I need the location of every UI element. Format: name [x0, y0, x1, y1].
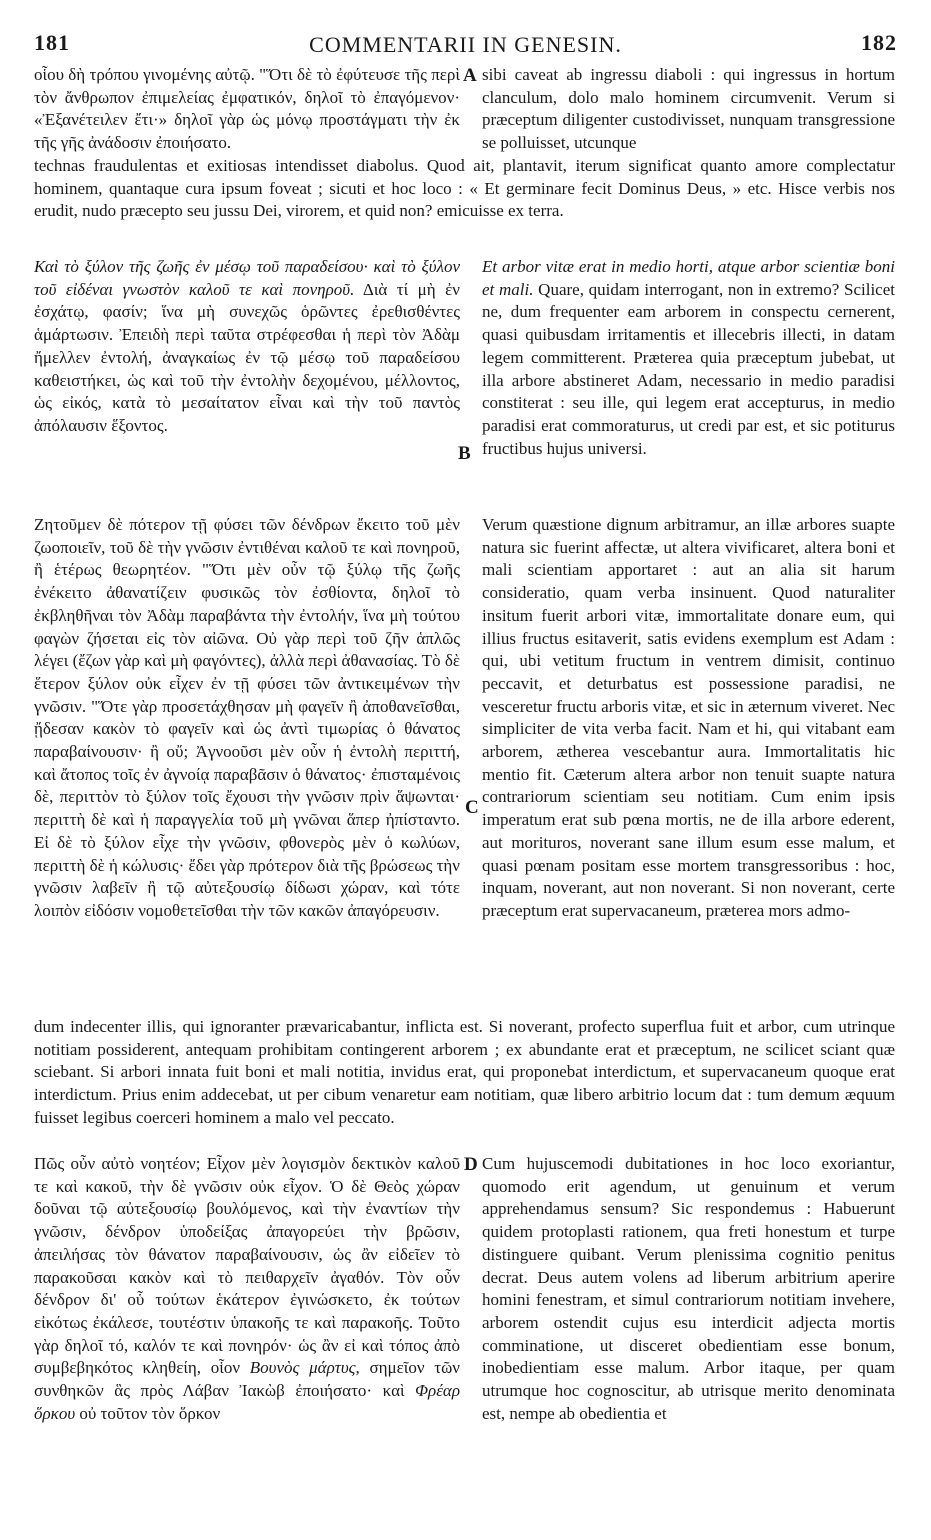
greek-text-4a: Πῶς οὖν αὐτὸ νοητέον; Εἶχον μὲν λογισμὸν δεκτικὸν καλοῦ τε καὶ κακοῦ, τὴν δὲ γνῶσιν οὐκ εἶχον. Ὁ δὲ Θεὸς χώραν δοῦναι τῷ αὐτεξουσίῳ βουλόμενος, καὶ τὴν ἐναντίων τὴν γνῶσιν, δένδρον ὑποδείξας ἀπαγορεύει τὴν βρῶσιν, ἀπειλήσας τὸν θάνατον παραβαίνουσιν, ὡς ἂν εἰδεῖεν τὸ παρακοῦσαι κακὸν καὶ τὸ πειθαρχεῖν ἀγαθόν. Τὸν οὖν δένδρον δι' οὗ τούτων ἑκάτερον ἐγινώσκετο, ἐκ τούτων εἰκότως ἐκάλεσε, τουτέστιν ὑπακοῆς τε καὶ παρακοῆς. Τοῦτο γὰρ δηλοῖ τό, καλόν τε καὶ πονηρόν· ὡς ἂν εἰ καὶ τόπος ἀπὸ συμβεβηκότος κληθείη, οἷον [34, 1154, 460, 1378]
latin-paragraph-2 [482, 256, 895, 460]
latin-paragraph-3: Verum quæstione dignum arbitramur, an illæ arbores suapte natura sic fuerint affectæ, ut altera vivificaret, altera boni et mali scientiam apportaret : aut an alia sit harum consideratio, quam verba insinuent. Quod naturaliter insitum fuerit arbori vitæ, immortalitate donare eum, qui illius fructus esitaverit, satis evidens exemplum est Adam : qui, ubi vetitum fructum in ventrem dimisit, continuo peccavit, et deturbatus est possessione paradisi, ne vesceretur fructu arboris vitæ, et sic in æternum viveret. Nec simpliciter de vita verba facit. Nam et hi, qui vitabant eam arborem, ætherea vescebantur aura. Immortalitatis hic mentio fit. Cæterum altera arbor non tenuit suapte natura contrariorum scientiam seu notitiam. Cum enim ipsis imperatum erat sub pœna mortis, ne de illa arbore ederent, aut morituros, noverant sane illum esum esse malum, et quasi pœnam positam esse mortem transgressoribus : hoc, inquam, noverant, aut non noverant. Si non noverant, certe præceptum erat supervacaneum, præterea mors admo- [482, 515, 895, 920]
greek-paragraph-1: οἷου δὴ τρόπου γινομένης αὐτῷ. "Ὅτι δὲ τὸ ἐφύτευσε τῆς περὶ τὸν ἄνθρωπον ἐπιμελείας ἐμφατικόν, δηλοῖ τὸ ἐπαγόμενον· «Ἐξανέτειλεν ἔτι·» δηλοῖ γὰρ ὡς μόνῳ προστάγματι τὴν ἐκ τῆς γῆς ἀνάδοσιν ἐποιήσατο. [34, 65, 460, 153]
running-title: COMMENTARII IN GENESIN. [309, 32, 622, 57]
greek-text-4b: , σημεῖον τῶν συνθηκῶν ἃς πρὸς Λάβαν Ἰακὼβ ἐποιήσατο· καὶ [34, 1358, 460, 1401]
greek-place-name-1: Βουνὸς μάρτυς [249, 1358, 356, 1378]
latin-commentary-2: Quare, quidam interrogant, non in extremo? Scilicet ne, dum frequenter eam arborem in conspectu cernerent, quasi quibusdam irritamentis et illecebris illecti, in datam legem committerent. Præterea quia præceptum jubebat, ut illa arbore abstineret Adam, necessario in medio paradisi constiterat : seu ille, qui legem erat accepturus, in medio paradisi erat commoraturus, ut credi par est, et sic potiturus fructibus hujus universi. [482, 279, 895, 458]
greek-paragraph-3: Ζητοῦμεν δὲ πότερον τῇ φύσει τῶν δένδρων ἔκειτο τοῦ μὲν ζωοποιεῖν, τοῦ δὲ τὴν γνῶσιν ἐντιθέναι καλοῦ τε καὶ πονηροῦ, ἢ ἑτέρως θεωρητέον. "Ὅτι μὲν οὖν τῷ ξύλῳ τῆς ζωῆς ἐνέκειτο ἀθανατίζειν φυσικῶς τὸν ἐσθίοντα, δηλοῖ τὸ ἐκβληθῆναι τὸν Ἀδὰμ παραβάντα τὴν ἐντολήν, ἵνα μὴ τούτου φαγὼν ζήσεται εἰς τὸν αἰῶνα. Οὐ γὰρ περὶ τοῦ ζῆν ἁπλῶς λέγει (ἔζων γὰρ καὶ μὴ φαγόντες), ἀλλὰ περὶ ἀθανασίας. Τὸ δὲ ἕτερον ξύλον οὐκ εἶχεν ἐν τῇ φύσει τῶν ἀντικειμένων τὴν γνῶσιν. "Ὅτε γὰρ προσετάχθησαν μὴ φαγεῖν ἢ ἀποθανεῖσθαι, ᾔδεσαν κακὸν τὸ φαγεῖν καὶ ὡς ἀντὶ τιμωρίας ὁ θάνατος παραβαίνουσιν· ἢ οὔ; Ἀγνοοῦσι μὲν οὖν ἡ ἐντολὴ περιττή, καὶ ἄτοπος τοῖς ἐν ἀγνοίᾳ παραβᾶσιν ὁ θάνατος· ἐπισταμένοις δὲ, περιττὸν τὸ ξύλον τοῖς ἔχουσι τὴν γνῶσιν πρὶν ἅψωνται· περιττὴ δὲ καὶ ἡ παραγγελία τοῦ μὴ γνῶναι ἅπερ ἠπίσταντο. Εἰ δὲ τὸ ξύλον εἶχε τὴν γνῶσιν, φθονερὸς μὲν ὁ κωλύων, περιττὴ δὲ ἡ κώλυσις· ἔδει γὰρ πρότερον διὰ τῆς βρώσεως τὴν γνῶσιν λαβεῖν ἢ τῷ αὐτεξουσίῳ δίδωσι χώραν, καὶ τότε λοιπὸν εἰδόσιν νομοθετεῖσθαι τὴν τῶν κακῶν ἀπαγόρευσιν. [34, 515, 460, 920]
greek-commentary-2: Διὰ τί μὴ ἐν ἐσχάτῳ, φασίν; ἵνα μὴ συνεχῶς ὁρῶντες ἐρεθισθέντες ἁμάρτωσιν. Ἐπειδὴ περὶ ταῦτα στρέφεσθαι ἡ περὶ τὸν Ἀδὰμ ἤμελλεν ἐντολή, ἀναγκαίως ἐν τῷ μέσῳ τοῦ παραδείσου καθειστήκει, ὡς καὶ τοῦ τὴν ἐντολὴν δεχομένου, μέλλοντος, ὡς εἰκός, κατὰ τὸ μεσαίτατον εἶναι καὶ τὴν τοῦ παντὸς ἀπόλαυσιν ἕξοντος. [34, 279, 460, 435]
section-marker-a: A [463, 65, 477, 86]
page-number-right: 182 [861, 30, 897, 55]
greek-lemma: Καὶ τὸ ξύλον τῆς ζωῆς ἐν μέσῳ τοῦ παραδείσου· καὶ τὸ ξύλον τοῦ εἰδέναι γνωστὸν καλοῦ τε καὶ πονηροῦ. [34, 257, 460, 299]
greek-place-name-2: Φρέαρ ὅρκου [34, 1381, 460, 1423]
latin-fullwidth-paragraph-2: dum indecenter illis, qui ignoranter prævaricabantur, inflicta est. Si noverant, profecto superflua fuit et arbor, cum utrinque notitiam possiderent, antequam prohibitam contingerent arborem ; ex abundante erat et præceptum, ne scilicet sciant quæ sciebant. Si arbori innata fuit boni et mali notitia, invidus erat, qui proponebat interdictum, et supervacaneum quoque erat interdictum. Prius enim addecebat, ut per cibum venaretur eam notitiam, quæ libero arbitrio locum dat : tum demum æquum fuisset legibus coerceri hominem a malo vel peccato. [34, 1017, 895, 1127]
greek-text-4c: οὐ τοῦτον τὸν ὅρκον [79, 1403, 221, 1423]
latin-fullwidth-paragraph-1: technas fraudulentas et exitiosas intendisset diabolus. Quod ait, plantavit, iterum significat quanto amore complectatur hominem, quantaque cura ipsum foveat ; sicuti et hoc loco : « Et germinare fecit Dominus Deus, » etc. Hisce verbis nos erudit, nudo præcepto seu jussu Dei, virorem, et quid non? emicuisse ex terra. [34, 156, 895, 221]
section-marker-b: B [458, 443, 471, 464]
running-header [34, 30, 897, 60]
section-marker-c: C [465, 797, 479, 818]
latin-lemma: Et arbor vitæ erat in medio horti, atque arbor scientiæ boni et mali. [482, 257, 895, 299]
greek-paragraph-2 [34, 256, 460, 438]
section-marker-d: D [464, 1154, 478, 1175]
latin-paragraph-1: sibi caveat ab ingressu diaboli : qui ingressus in hortum clanculum, dolo malo hominem circumvenit. Verum si præceptum diligenter custodivisset, nunquam transgressione se polluisset, utcunque [482, 65, 895, 153]
greek-paragraph-4 [34, 1153, 460, 1425]
latin-paragraph-4: Cum hujuscemodi dubitationes in hoc loco exoriantur, quomodo erit agendum, ut genuinum et verum apprehendamus sensum? Sic respondemus : Habuerunt quidem protoplasti rationem, qua freti honestum et turpe distinguere quibant. Verum plenissima cognitio penitus decrat. Deus autem volens ad liberum arbitrium aperire homini fenestram, et simul contrariorum notitiam invehere, arborem ostendit cujus esu interdicit adjecta mortis comminatione, ut disceret obedientiam esse bonum, inobedientiam esse malum. Arbor itaque, per quam utrumque hoc cognoscitur, ab utrisque merito denominata est, nempe ab obedientia et [482, 1154, 895, 1423]
page-number-left: 181 [34, 30, 70, 55]
